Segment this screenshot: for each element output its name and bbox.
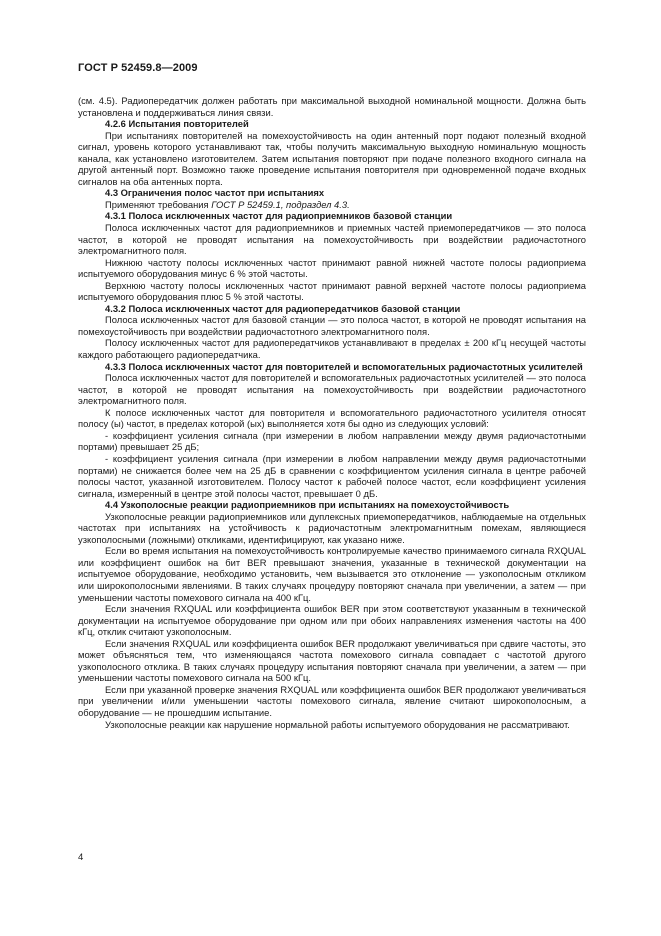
paragraph: Узкополосные реакции радиоприемников или дуплексных приемопередатчиков, наблюдаемые на отдельных частотах при испытаниях на устойчивость к радиочастотным электромагнитным помехам, являющиеся узкополосными (ложными) откликами, идентифицируют, как указано ниже. [78, 510, 586, 545]
document-header: ГОСТ Р 52459.8—2009 [78, 62, 198, 74]
paragraph: Если значения RXQUAL или коэффициента ошибок BER продолжают увеличиваться при сдвиге частоты, это может объясняться тем, что изменяющаяся частота помехового сигнала совпадает с частотой другого узкополосного отклика. В таких случаях процедуру испытания повторяют сначала при увеличении, а затем — при уменьшении частоты помехового сигнала на 500 кГц. [78, 637, 586, 684]
standard-reference: ГОСТ Р 52459.1, подраздел 4.3. [211, 198, 350, 210]
page-number: 4 [78, 852, 84, 863]
paragraph: Полосу исключенных частот для радиопередатчиков устанавливают в пределах ± 200 кГц несущей частоты каждого работающего радиопередатчика. [78, 337, 586, 361]
paragraph: Полоса исключенных частот для базовой станции — это полоса частот, в которой не проводят испытания на помехоустойчивость при воздействии радиочастотного электромагнитного поля. [78, 314, 586, 337]
section-heading-4-3-2: 4.3.2 Полоса исключенных частот для радиопередатчиков базовой станции [105, 302, 461, 314]
section-heading-4-2-6: 4.2.6 Испытания повторителей [105, 118, 249, 130]
list-item: - коэффициент усиления сигнала (при измерении в любом направлении между двумя радиочастотными портами) не снижается более чем на 25 дБ в сравнении с коэффициентом усиления сигнала в центре рабочей полосы частот, указанной изготовителем. Полосу частот к рабочей полосе частот, если коэффициент усиления сигнала, измеренный в центре этой полосы частот, превышает 0 дБ. [78, 452, 586, 499]
section-heading-4-3-1: 4.3.1 Полоса исключенных частот для радиоприемников базовой станции [105, 210, 453, 222]
paragraph: При испытаниях повторителей на помехоустойчивость на один антенный порт подают полезный входной сигнал, уровень которого устанавливают так, чтобы получить максимальную выходную номинальную мощность канала, как установлено изготовителем. Затем испытания повторяют при подаче полезного входного сигнала на другой антенный порт. Возможно также проведение испытания повторителя при одновременной подаче входных сигналов на оба антенных порта. [78, 129, 586, 187]
paragraph: К полосе исключенных частот для повторителя и вспомогательного радиочастотного усилителя относят полосу (ы) частот, в пределах которой (ых) выполняется хотя бы одно из следующих условий: [78, 406, 586, 430]
paragraph: Верхнюю частоту полосы исключенных частот принимают равной верхней частоте полосы радиоприема испытуемого оборудования плюс 5 % этой частоты. [78, 279, 586, 303]
paragraph: Если при указанной проверке значения RXQUAL или коэффициента ошибок BER продолжают увеличиваться при увеличении и/или уменьшении частоты помехового сигнала, явление считают широкополосным, а оборудование — не прошедшим испытание. [78, 683, 586, 718]
paragraph: Нижнюю частоту полосы исключенных частот принимают равной нижней частоте полосы радиоприема испытуемого оборудования минус 6 % этой частоты. [78, 256, 586, 280]
paragraph: Полоса исключенных частот для радиоприемников и приемных частей приемопередатчиков — это полоса частот, в которой не проводят испытания на помехоустойчивость при воздействии радиочастотного электромагнитного поля. [78, 222, 586, 257]
paragraph: Полоса исключенных частот для повторителей и вспомогательных радиочастотных усилителей — это полоса частот, в которой не проводят испытания на помехоустойчивость при воздействии радиочастотного электромагнитного поля. [78, 372, 586, 407]
paragraph: Если во время испытания на помехоустойчивость контролируемые качество принимаемого сигнала RXQUAL или коэффициент ошибок на бит BER превышают значения, указанные в технической документации на испытуемое оборудование, необходимо установить, чем вызывается это отклонение — узкополосным откликом или широкополосными явлениями. В таких случаях процедуру повторяют сначала при увеличении, а затем — при уменьшении частоты помехового сигнала на 400 кГц. [78, 545, 586, 603]
section-heading-4-3: 4.3 Ограничения полос частот при испытаниях [105, 187, 325, 199]
paragraph: Если значения RXQUAL или коэффициента ошибок BER при этом соответствуют указанным в технической документации на испытуемое оборудование при одном или при обоих направлениях изменения частоты на 400 кГц, отклик считают узкополосным. [78, 603, 586, 638]
document-body [78, 95, 586, 730]
list-item: - коэффициент усиления сигнала (при измерении в любом направлении между двумя радиочастотными портами) превышает 25 дБ; [78, 429, 586, 453]
paragraph: (см. 4.5). Радиопередатчик должен работать при максимальной выходной номинальной мощности. Должна быть установлена и поддерживаться линия связи. [78, 95, 586, 118]
paragraph: Узкополосные реакции как нарушение нормальной работы испытуемого оборудования не рассматривают. [105, 718, 570, 730]
section-heading-4-3-3: 4.3.3 Полоса исключенных частот для повторителей и вспомогательных радиочастотных усилителей [105, 360, 583, 372]
section-heading-4-4: 4.4 Узкополосные реакции радиоприемников при испытаниях на помехоустойчивость [105, 499, 510, 511]
reference-prefix: Применяют требования [105, 198, 212, 210]
paragraph-reference [78, 199, 586, 211]
